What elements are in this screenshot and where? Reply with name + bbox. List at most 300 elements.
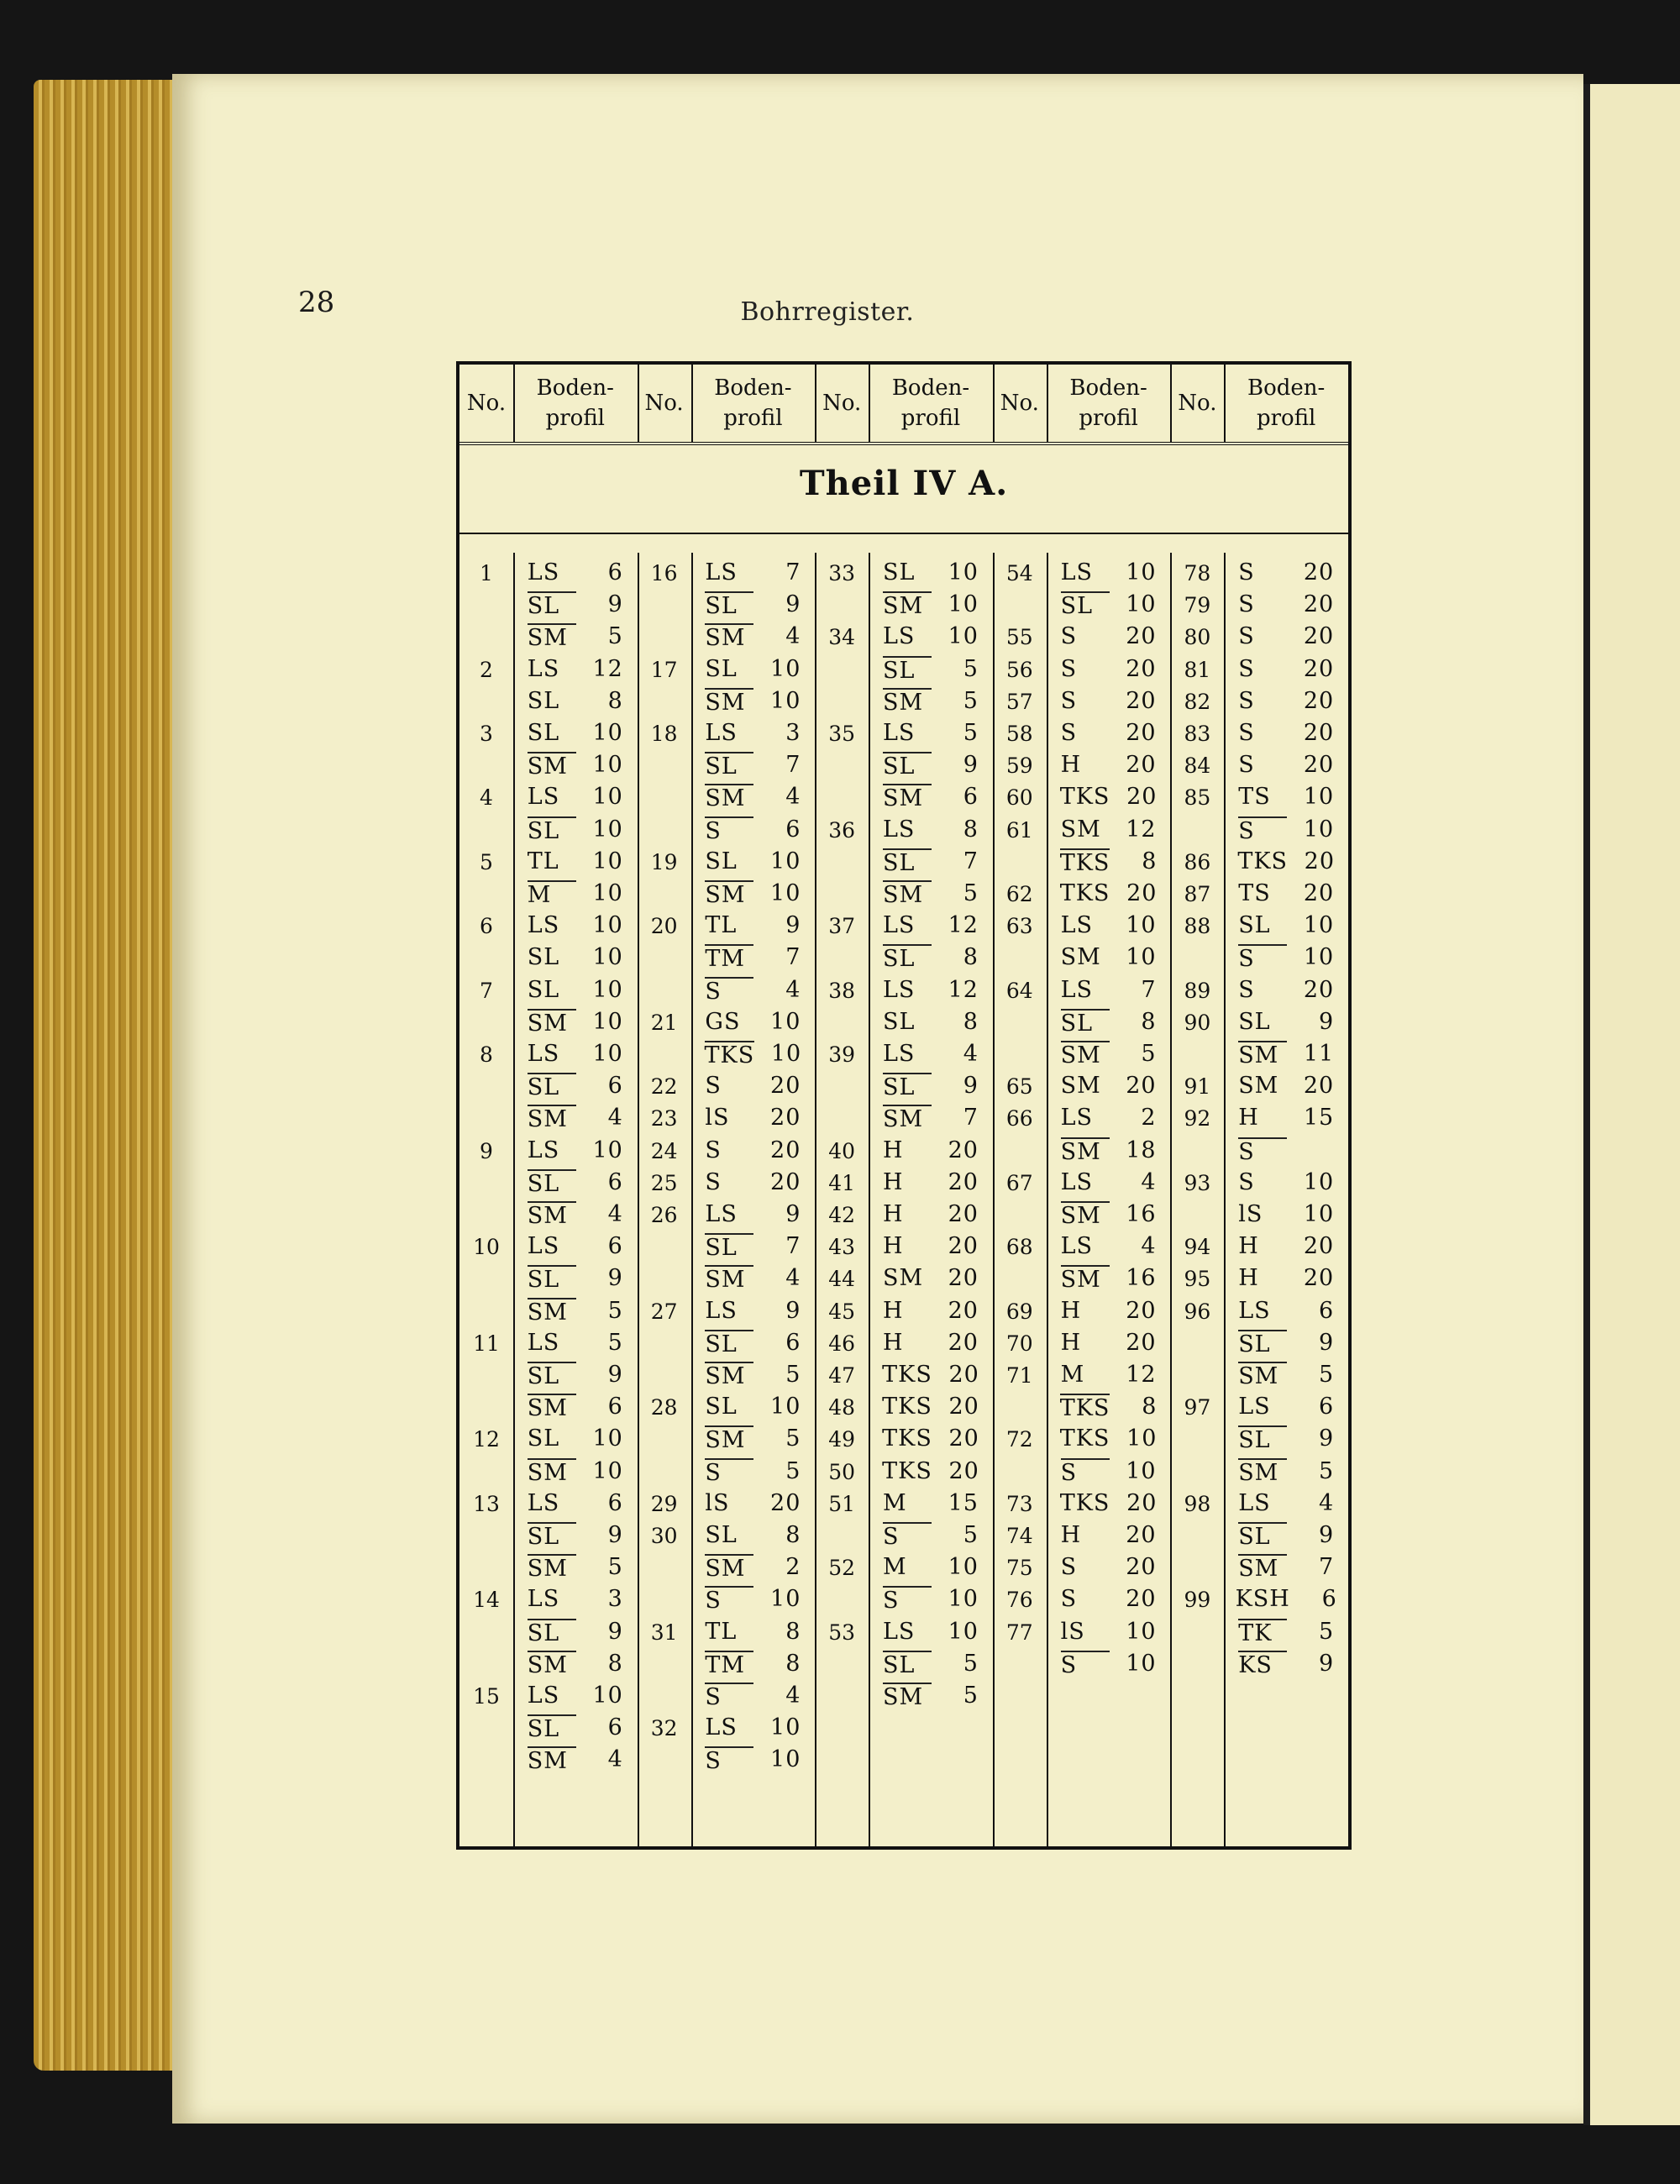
- profile-layer: [869, 559, 993, 585]
- layer-depth: 5: [963, 720, 979, 746]
- profile-layer: [869, 1554, 993, 1580]
- soil-code: SM: [1238, 1554, 1287, 1582]
- layer-depth: 10: [770, 1394, 801, 1420]
- entry-number: 53: [828, 1620, 856, 1645]
- profile-layer: [869, 1201, 993, 1227]
- profile-layer: [691, 1522, 816, 1548]
- profile-layer: [869, 1041, 993, 1067]
- profile-layer: [869, 591, 993, 619]
- profile-layer: [1047, 1073, 1171, 1099]
- header-no: No.: [644, 391, 684, 416]
- layer-depth: 6: [607, 1233, 623, 1260]
- entry-number: 99: [1184, 1588, 1211, 1613]
- soil-code: SL: [883, 656, 932, 684]
- profile-layer: [1047, 1105, 1171, 1131]
- entry-number: 91: [1184, 1074, 1211, 1100]
- running-title: Bohrregister.: [740, 297, 915, 327]
- profile-layer: [869, 720, 993, 746]
- profile-layer: [691, 1298, 816, 1324]
- profile-layer: [1224, 816, 1348, 844]
- layer-depth: 12: [592, 655, 623, 682]
- profile-layer: [691, 1554, 816, 1582]
- layer-depth: 10: [770, 1714, 801, 1741]
- entry-number: 42: [828, 1203, 856, 1227]
- layer-depth: 10: [1126, 591, 1157, 618]
- profile-layer: [1047, 1586, 1171, 1612]
- header-divider: [691, 365, 693, 442]
- layer-depth: 5: [785, 1425, 801, 1452]
- profile-layer: [1224, 1105, 1348, 1131]
- profile-layer: [1224, 1651, 1348, 1678]
- soil-code: S: [1060, 1554, 1078, 1581]
- layer-depth: 20: [948, 1265, 979, 1292]
- profile-layer: [1047, 880, 1171, 906]
- entry-number: 48: [828, 1395, 856, 1420]
- layer-depth: 9: [1319, 1329, 1335, 1356]
- layer-depth: 6: [785, 1329, 801, 1356]
- layer-depth: 9: [1319, 1522, 1335, 1548]
- layer-depth: 12: [1126, 816, 1157, 843]
- entry-number: 86: [1184, 849, 1211, 874]
- entry-number: 29: [650, 1491, 678, 1516]
- profile-layer: [869, 1619, 993, 1645]
- layer-depth: 20: [1126, 752, 1157, 779]
- soil-code: H: [882, 1168, 904, 1195]
- entry-number: 87: [1184, 882, 1211, 906]
- soil-code: LS: [882, 1041, 916, 1067]
- entry-number: 11: [473, 1331, 500, 1356]
- profile-layer: [691, 559, 816, 585]
- soil-code: LS: [527, 1586, 560, 1613]
- layer-depth: 8: [1142, 1394, 1158, 1420]
- soil-code: S: [705, 977, 753, 1005]
- profile-layer: [1224, 977, 1348, 1003]
- entry-number: 46: [828, 1331, 856, 1356]
- soil-code: SL: [1061, 591, 1110, 619]
- profile-layer: [869, 1394, 993, 1420]
- soil-code: H: [882, 1329, 904, 1356]
- layer-depth: 7: [785, 752, 801, 779]
- profile-layer: [869, 944, 993, 972]
- layer-depth: 20: [1126, 880, 1158, 906]
- soil-code: S: [1060, 655, 1078, 682]
- soil-code: H: [1060, 1329, 1082, 1356]
- header-divider: [993, 365, 995, 442]
- layer-depth: 20: [1126, 655, 1157, 682]
- entry-number: 39: [828, 1042, 856, 1067]
- profile-layer: [1047, 752, 1171, 778]
- profile-layer: [869, 1009, 993, 1035]
- soil-code: LS: [1238, 1394, 1271, 1420]
- layer-depth: 20: [1303, 623, 1335, 650]
- layer-depth: 6: [963, 784, 979, 811]
- profile-layer: [1047, 1169, 1171, 1195]
- layer-depth: 20: [1303, 720, 1335, 746]
- layer-depth: 8: [607, 687, 623, 714]
- profile-layer: [691, 656, 816, 682]
- profile-layer: [1047, 1651, 1171, 1678]
- soil-code: SM: [705, 1265, 753, 1293]
- soil-code: TKS: [1237, 848, 1289, 874]
- soil-code: SL: [528, 1522, 576, 1550]
- header-no: No.: [822, 391, 862, 416]
- layer-depth: 20: [948, 1201, 979, 1227]
- soil-code: H: [1060, 1297, 1082, 1324]
- layer-depth: 4: [607, 1201, 623, 1227]
- layer-depth: 4: [785, 976, 801, 1003]
- soil-code: LS: [882, 816, 916, 843]
- entry-number: 88: [1184, 914, 1211, 939]
- soil-code: LS: [1060, 1233, 1094, 1260]
- soil-code: S: [705, 816, 753, 844]
- column-divider: [1170, 553, 1172, 1846]
- profile-layer: [1224, 912, 1348, 938]
- entry-number: 60: [1005, 785, 1033, 811]
- layer-depth: 10: [1303, 784, 1335, 811]
- profile-layer: [513, 1169, 638, 1197]
- profile-layer: [1224, 752, 1348, 778]
- layer-depth: 10: [592, 720, 623, 746]
- layer-depth: 10: [948, 1586, 979, 1613]
- profile-layer: [1224, 1586, 1348, 1612]
- layer-depth: 20: [1126, 1522, 1157, 1548]
- profile-layer: [869, 1683, 993, 1710]
- soil-code: SL: [883, 752, 932, 780]
- profile-layer: [691, 1746, 816, 1774]
- layer-depth: 4: [1141, 1233, 1157, 1260]
- soil-code: SL: [528, 1714, 576, 1742]
- layer-depth: 20: [1303, 559, 1335, 585]
- soil-code: LS: [882, 1618, 916, 1645]
- soil-code: LS: [882, 623, 916, 650]
- entry-number: 75: [1005, 1556, 1033, 1581]
- entry-number: 22: [650, 1074, 678, 1100]
- soil-code: S: [883, 1586, 932, 1614]
- layer-depth: 8: [785, 1618, 801, 1645]
- soil-code: H: [1060, 1522, 1082, 1548]
- layer-depth: 20: [1303, 687, 1335, 714]
- column-divider: [638, 553, 639, 1846]
- soil-code: H: [882, 1201, 904, 1227]
- layer-depth: 7: [1319, 1554, 1335, 1581]
- soil-code: S: [1060, 687, 1078, 714]
- entry-number: 21: [650, 1010, 678, 1035]
- layer-depth: 10: [1126, 1425, 1158, 1452]
- profile-layer: [1224, 1265, 1348, 1291]
- layer-depth: 9: [607, 591, 623, 618]
- profile-layer: [513, 1009, 638, 1037]
- entry-number: 27: [650, 1299, 678, 1324]
- layer-depth: 7: [963, 1105, 979, 1131]
- soil-code: TS: [1238, 784, 1271, 811]
- profile-layer: [1224, 944, 1348, 972]
- soil-code: S: [1061, 1458, 1110, 1486]
- layer-depth: 9: [1319, 1008, 1335, 1035]
- layer-depth: 6: [1321, 1586, 1337, 1613]
- layer-depth: 11: [1303, 1041, 1335, 1067]
- layer-depth: 6: [607, 1489, 623, 1516]
- profile-layer: [869, 1298, 993, 1324]
- profile-layer: [691, 816, 816, 844]
- entry-number: 82: [1184, 689, 1211, 714]
- layer-depth: 4: [785, 1683, 801, 1709]
- profile-layer: [1224, 1394, 1348, 1420]
- layer-depth: 10: [592, 912, 623, 939]
- layer-depth: 20: [1303, 591, 1335, 618]
- profile-layer: [691, 1233, 816, 1261]
- layer-depth: 10: [592, 1041, 623, 1067]
- profile-layer: [1224, 656, 1348, 682]
- soil-code: TK: [1238, 1619, 1287, 1646]
- soil-code: SM: [1238, 1362, 1287, 1389]
- layer-depth: 20: [1126, 1586, 1157, 1613]
- entry-number: 18: [650, 722, 678, 746]
- profile-layer: [691, 1169, 816, 1195]
- profile-layer: [691, 1586, 816, 1614]
- soil-code: LS: [705, 720, 738, 746]
- soil-code: S: [1238, 655, 1255, 682]
- facing-page-edge: [1583, 84, 1680, 2125]
- profile-layer: [513, 784, 638, 810]
- layer-depth: 6: [1319, 1394, 1335, 1420]
- layer-depth: 10: [1303, 1201, 1335, 1227]
- layer-depth: 8: [607, 1650, 623, 1677]
- profile-layer: [1224, 1362, 1348, 1389]
- profile-layer: [869, 1265, 993, 1291]
- entry-number: 10: [473, 1235, 500, 1260]
- header-bodenprofil: Boden- profil: [1069, 375, 1147, 431]
- soil-code: S: [1238, 1137, 1287, 1165]
- soil-code: SM: [528, 752, 576, 780]
- soil-code: SL: [528, 1619, 576, 1646]
- layer-depth: 6: [785, 816, 801, 843]
- profile-layer: [691, 912, 816, 938]
- entry-number: 63: [1005, 914, 1033, 939]
- profile-layer: [691, 977, 816, 1005]
- layer-depth: 5: [607, 1329, 623, 1356]
- soil-code: SL: [528, 1362, 576, 1389]
- soil-code: LS: [527, 1041, 560, 1067]
- soil-code: TS: [1238, 880, 1271, 906]
- layer-depth: 5: [1141, 1041, 1157, 1067]
- profile-layer: [1224, 1233, 1348, 1259]
- soil-code: lS: [1060, 1618, 1085, 1645]
- soil-code: TL: [527, 848, 559, 874]
- profile-layer: [1224, 1330, 1348, 1357]
- soil-code: S: [705, 1586, 753, 1614]
- entry-number: 69: [1005, 1299, 1033, 1324]
- entry-number: 97: [1184, 1395, 1211, 1420]
- layer-depth: 5: [607, 623, 623, 650]
- profile-layer: [1047, 623, 1171, 649]
- header-bodenprofil: Boden- profil: [714, 375, 792, 431]
- soil-code: SL: [527, 1425, 560, 1452]
- entry-number: 44: [828, 1267, 856, 1292]
- soil-code: TL: [705, 1618, 738, 1645]
- entry-number: 24: [650, 1138, 678, 1163]
- profile-layer: [513, 848, 638, 874]
- soil-code: KS: [1238, 1651, 1287, 1678]
- header-no: No.: [466, 391, 507, 416]
- layer-depth: 5: [963, 1683, 979, 1709]
- soil-code: SM: [705, 623, 753, 651]
- layer-depth: 7: [785, 559, 801, 585]
- entry-number: 15: [473, 1684, 500, 1709]
- soil-code: SM: [705, 1362, 753, 1389]
- profile-layer: [691, 1041, 816, 1068]
- soil-code: S: [1061, 1651, 1110, 1678]
- layer-depth: 10: [592, 848, 623, 874]
- profile-layer: [513, 1651, 638, 1678]
- soil-code: S: [705, 1168, 722, 1195]
- entry-number: 32: [650, 1716, 678, 1741]
- header-divider: [638, 365, 639, 442]
- profile-layer: [869, 623, 993, 649]
- profile-layer: [691, 623, 816, 651]
- entry-number: 50: [828, 1459, 856, 1484]
- soil-code: SL: [1061, 1009, 1110, 1037]
- profile-layer: [513, 1458, 638, 1486]
- soil-code: SM: [1061, 1265, 1110, 1293]
- profile-layer: [513, 656, 638, 682]
- soil-code: TKS: [1059, 1425, 1110, 1452]
- entry-number: 73: [1005, 1491, 1033, 1516]
- entry-number: 2: [480, 657, 493, 682]
- layer-depth: 6: [1319, 1297, 1335, 1324]
- soil-code: SM: [528, 1298, 576, 1326]
- profile-layer: [513, 1073, 638, 1100]
- entry-number: 35: [828, 722, 856, 746]
- entry-number: 93: [1184, 1170, 1211, 1195]
- entry-number: 98: [1184, 1491, 1211, 1516]
- layer-depth: 2: [785, 1554, 801, 1581]
- entry-number: 79: [1184, 593, 1211, 618]
- layer-depth: 20: [770, 1105, 801, 1131]
- layer-depth: 20: [1303, 976, 1335, 1003]
- profile-layer: [1047, 591, 1171, 619]
- page-number: 28: [298, 286, 335, 319]
- soil-code: S: [1238, 591, 1255, 618]
- layer-depth: 6: [607, 559, 623, 585]
- layer-depth: 4: [607, 1746, 623, 1773]
- profile-layer: [513, 1233, 638, 1259]
- entry-number: 76: [1005, 1588, 1033, 1613]
- layer-depth: 10: [592, 976, 623, 1003]
- profile-layer: [869, 784, 993, 811]
- profile-layer: [1047, 1298, 1171, 1324]
- layer-depth: 10: [948, 623, 979, 650]
- layer-depth: 10: [1126, 944, 1157, 971]
- soil-code: S: [883, 1522, 932, 1550]
- soil-code: SM: [705, 1554, 753, 1582]
- header-divider: [815, 365, 816, 442]
- profile-layer: [869, 752, 993, 780]
- header-divider: [1170, 365, 1172, 442]
- layer-depth: 7: [1141, 976, 1157, 1003]
- soil-code: SL: [705, 848, 738, 874]
- soil-code: SL: [705, 1394, 738, 1420]
- layer-depth: 12: [1126, 1362, 1157, 1388]
- profile-layer: [691, 720, 816, 746]
- soil-code: SM: [882, 1265, 924, 1292]
- entry-number: 33: [828, 561, 856, 585]
- entry-number: 38: [828, 978, 856, 1003]
- layer-depth: 5: [1319, 1362, 1335, 1388]
- profile-layer: [869, 977, 993, 1003]
- entry-number: 64: [1005, 978, 1033, 1003]
- soil-code: lS: [705, 1489, 730, 1516]
- layer-depth: 10: [592, 880, 623, 906]
- soil-code: S: [1238, 976, 1255, 1003]
- profile-layer: [513, 623, 638, 651]
- profile-layer: [513, 720, 638, 746]
- profile-layer: [1224, 1041, 1348, 1068]
- soil-code: SM: [883, 591, 932, 619]
- profile-layer: [691, 784, 816, 811]
- profile-layer: [691, 1683, 816, 1710]
- soil-code: LS: [527, 784, 560, 811]
- layer-depth: 20: [1126, 1329, 1157, 1356]
- soil-code: SM: [1060, 1073, 1101, 1100]
- entry-number: 67: [1005, 1170, 1033, 1195]
- soil-code: LS: [882, 976, 916, 1003]
- layer-depth: 10: [948, 1554, 979, 1581]
- soil-code: S: [1060, 1586, 1078, 1613]
- layer-depth: 3: [785, 720, 801, 746]
- layer-depth: 7: [963, 848, 979, 874]
- layer-depth: 20: [770, 1489, 801, 1516]
- layer-depth: 10: [592, 1008, 623, 1035]
- soil-code: SL: [705, 1330, 753, 1357]
- layer-depth: 6: [607, 1394, 623, 1420]
- soil-code: SM: [1061, 1137, 1110, 1165]
- soil-code: KSH: [1235, 1586, 1290, 1613]
- profile-layer: [1047, 1201, 1171, 1229]
- profile-layer: [1047, 912, 1171, 938]
- soil-code: SM: [1060, 816, 1101, 843]
- layer-depth: 20: [948, 1362, 979, 1388]
- profile-layer: [691, 1009, 816, 1035]
- layer-depth: 20: [770, 1168, 801, 1195]
- soil-code: SL: [1238, 912, 1271, 939]
- profile-layer: [869, 1362, 993, 1388]
- layer-depth: 20: [1303, 655, 1335, 682]
- layer-depth: 4: [785, 623, 801, 650]
- layer-depth: 12: [948, 912, 979, 939]
- soil-code: S: [1238, 816, 1287, 844]
- profile-layer: [869, 1073, 993, 1100]
- soil-code: SL: [528, 591, 576, 619]
- soil-code: SL: [528, 1169, 576, 1197]
- bohrregister-table: [456, 361, 1352, 1850]
- profile-layer: [513, 591, 638, 619]
- soil-code: SM: [528, 1201, 576, 1229]
- entry-number: 7: [480, 978, 493, 1003]
- entry-number: 56: [1005, 657, 1033, 682]
- layer-depth: 20: [948, 1457, 979, 1484]
- header-no: No.: [1178, 391, 1217, 416]
- layer-depth: 5: [963, 1650, 979, 1677]
- layer-depth: 10: [592, 784, 623, 811]
- layer-depth: 20: [1126, 1073, 1157, 1100]
- soil-code: S: [705, 1746, 753, 1774]
- profile-layer: [691, 1201, 816, 1227]
- layer-depth: 4: [607, 1105, 623, 1131]
- layer-depth: 20: [1303, 1073, 1335, 1100]
- layer-depth: 10: [592, 1425, 623, 1452]
- layer-depth: 10: [1303, 816, 1335, 843]
- entry-number: 28: [650, 1395, 678, 1420]
